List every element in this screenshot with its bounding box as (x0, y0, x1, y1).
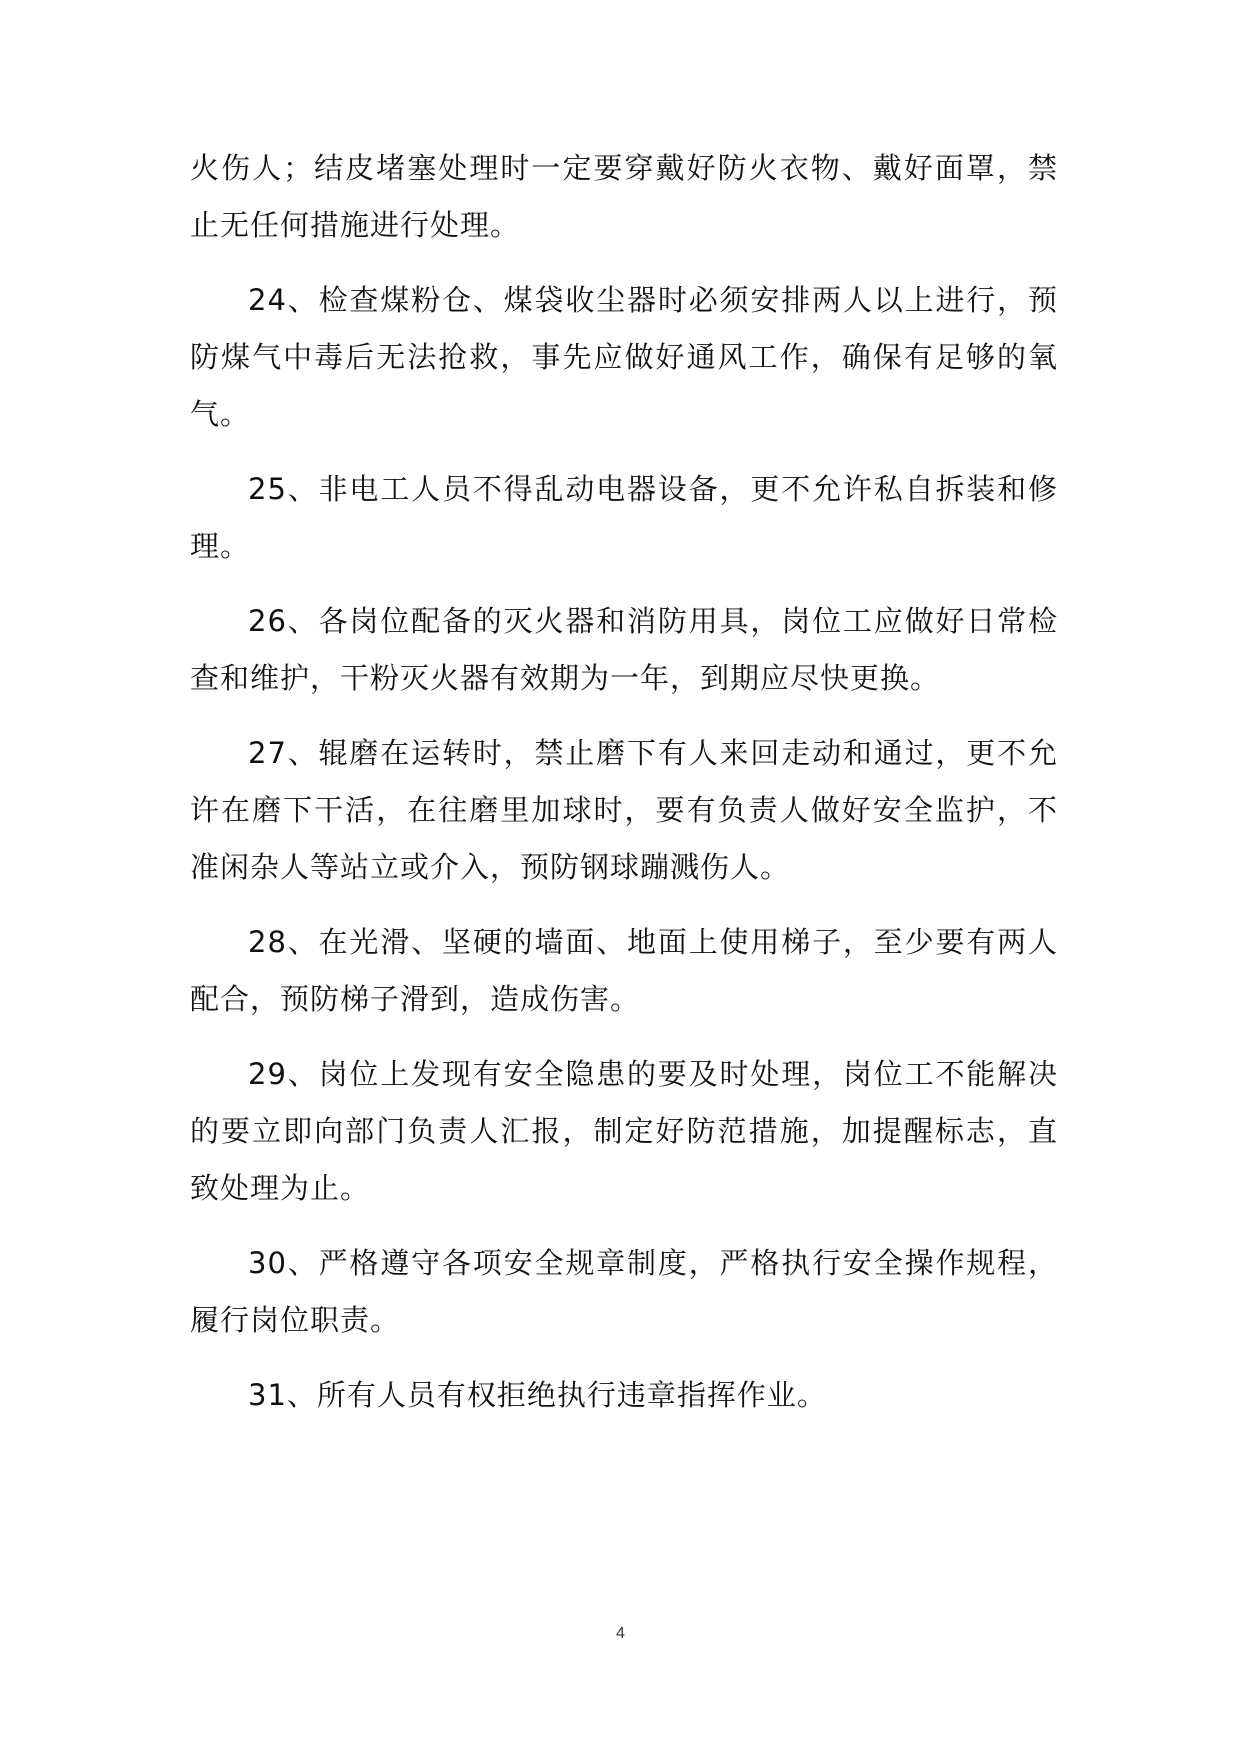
paragraph-item-30: 30、严格遵守各项安全规章制度，严格执行安全操作规程，履行岗位职责。 (190, 1246, 1058, 1337)
paragraph-continuation: 火伤人；结皮堵塞处理时一定要穿戴好防火衣物、戴好面罩，禁止无任何措施进行处理。 (190, 151, 1058, 242)
page-number: 4 (616, 1625, 625, 1642)
paragraph-item-27: 27、辊磨在运转时，禁止磨下有人来回走动和通过，更不允许在磨下干活，在往磨里加球时，要有负责人做好安全监护，不准闲杂人等站立或介入，预防钢球蹦溅伤人。 (190, 736, 1058, 884)
paragraph-item-31: 31、所有人员有权拒绝执行违章指挥作业。 (248, 1378, 827, 1412)
paragraph-item-24: 24、检查煤粉仓、煤袋收尘器时必须安排两人以上进行，预防煤气中毒后无法抢救，事先应做好通风工作，确保有足够的氧气。 (190, 283, 1058, 431)
paragraph-item-26: 26、各岗位配备的灭火器和消防用具，岗位工应做好日常检查和维护，干粉灭火器有效期为一年，到期应尽快更换。 (190, 604, 1058, 695)
document-body (190, 140, 1058, 1442)
paragraph-item-25: 25、非电工人员不得乱动电器设备，更不允许私自拆装和修理。 (190, 472, 1058, 563)
paragraph-item-29: 29、岗位上发现有安全隐患的要及时处理，岗位工不能解决的要立即向部门负责人汇报，制定好防范措施，加提醒标志，直致处理为止。 (190, 1057, 1058, 1205)
paragraph-item-28: 28、在光滑、坚硬的墙面、地面上使用梯子，至少要有两人配合，预防梯子滑到，造成伤害。 (190, 925, 1058, 1016)
